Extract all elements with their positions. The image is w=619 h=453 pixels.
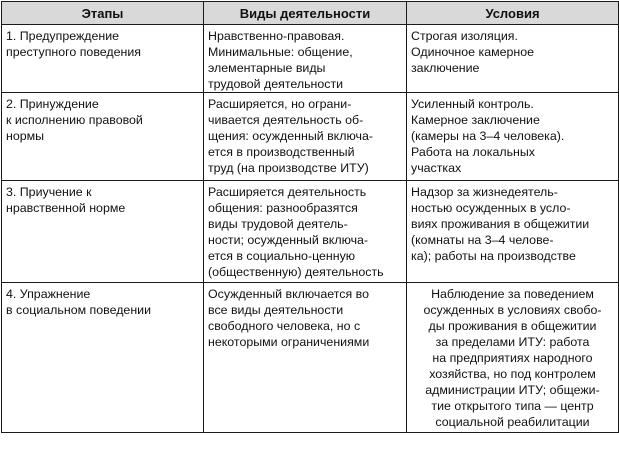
cell-text-line: ности; осужденный включа- [208, 233, 369, 247]
cell-text-line: администрации ИТУ; общежи- [425, 383, 600, 397]
table-row [2, 25, 619, 93]
activity-cell [204, 283, 407, 433]
stage-cell [2, 25, 204, 93]
cell-text-line: свободного человека, но с [208, 319, 361, 333]
cell-text-line: Минимальные: общение, [208, 45, 353, 59]
cell-text-line: Усиленный контроль. [411, 97, 534, 111]
table-row [2, 283, 619, 433]
cell-text-line: в социальном поведении [6, 303, 152, 317]
activity-cell [204, 181, 407, 283]
cell-text-line: труд (на производстве ИТУ) [208, 161, 369, 175]
cell-text-line: за пределами ИТУ: работа [435, 335, 590, 349]
cell-text-line: преступного поведения [6, 45, 141, 59]
cell-text-line: ды проживания в общежитии [428, 319, 597, 333]
cell-text-line: ка); работы на производстве [411, 249, 576, 263]
conditions-cell [407, 25, 619, 93]
cell-text-line: нормы [6, 129, 45, 143]
header-activities: Виды деятельности [204, 2, 407, 25]
conditions-cell [407, 283, 619, 433]
cell-text-line: заключение [411, 61, 480, 75]
cell-text-line: ется в производственный [208, 145, 355, 159]
cell-text-line: 4. Упражнение [6, 287, 91, 301]
cell-text-line: Расширяется, но ограни- [208, 97, 352, 111]
cell-text-line: социальной реабилитации [435, 415, 590, 429]
table-row [2, 181, 619, 283]
stage-cell [2, 181, 204, 283]
cell-text-line: на предприятиях народного [432, 351, 593, 365]
stage-cell [2, 283, 204, 433]
cell-text-line: Осужденный включается во [208, 287, 369, 301]
cell-text-line: к исполнению правовой [6, 113, 143, 127]
stages-table [1, 1, 619, 433]
stage-cell [2, 93, 204, 181]
activity-cell [204, 93, 407, 181]
conditions-cell [407, 93, 619, 181]
cell-text-line: Расширяется деятельность [208, 185, 367, 199]
conditions-cell [407, 181, 619, 283]
cell-text-line: виях проживания в общежитии [411, 217, 590, 231]
cell-text-line: элементарные виды [208, 61, 326, 75]
cell-text-line: (комнаты на 3–4 челове- [411, 233, 554, 247]
cell-text-line: ностью осужденных в усло- [411, 201, 571, 215]
cell-text-line: 1. Предупреждение [6, 29, 120, 43]
activity-cell [204, 25, 407, 93]
cell-text-line: щения: осужденный включа- [208, 129, 373, 143]
cell-text-line: нравственной норме [6, 201, 126, 215]
cell-text-line: ется в социально-ценную [208, 249, 356, 263]
cell-text-line: участках [411, 161, 462, 175]
cell-text-line: Камерное заключение [411, 113, 540, 127]
cell-text-line: 2. Принуждение [6, 97, 99, 111]
header-row [2, 2, 619, 25]
cell-text-line: Надзор за жизнедеятель- [411, 185, 558, 199]
table-row [2, 93, 619, 181]
cell-text-line: Одиночное камерное [411, 45, 535, 59]
cell-text-line: чивается деятельность об- [208, 113, 364, 127]
cell-text-line: Строгая изоляция. [411, 29, 518, 43]
cell-text-line: Работа на локальных [411, 145, 535, 159]
cell-text-line: некоторыми ограничениями [208, 335, 370, 349]
cell-text-line: (камеры на 3–4 человека). [411, 129, 565, 143]
cell-text-line: 3. Приучение к [6, 185, 92, 199]
cell-text-line: тие открытого типа — центр [431, 399, 594, 413]
cell-text-line: трудовой деятельности [208, 77, 344, 91]
cell-text-line: все виды деятельности [208, 303, 344, 317]
cell-text-line: общения: разнообразятся [208, 201, 358, 215]
cell-text-line: хозяйства, но под контролем [429, 367, 596, 381]
cell-text-line: (общественную) деятельность [208, 265, 384, 279]
cell-text-line: Нравственно-правовая. [208, 29, 345, 43]
cell-text-line: осужденных в условиях свобо- [423, 303, 602, 317]
cell-text-line: виды трудовой деятель- [208, 217, 348, 231]
header-stages: Этапы [2, 2, 204, 25]
cell-text-line: Наблюдение за поведением [431, 287, 594, 301]
header-conditions: Условия [407, 2, 619, 25]
